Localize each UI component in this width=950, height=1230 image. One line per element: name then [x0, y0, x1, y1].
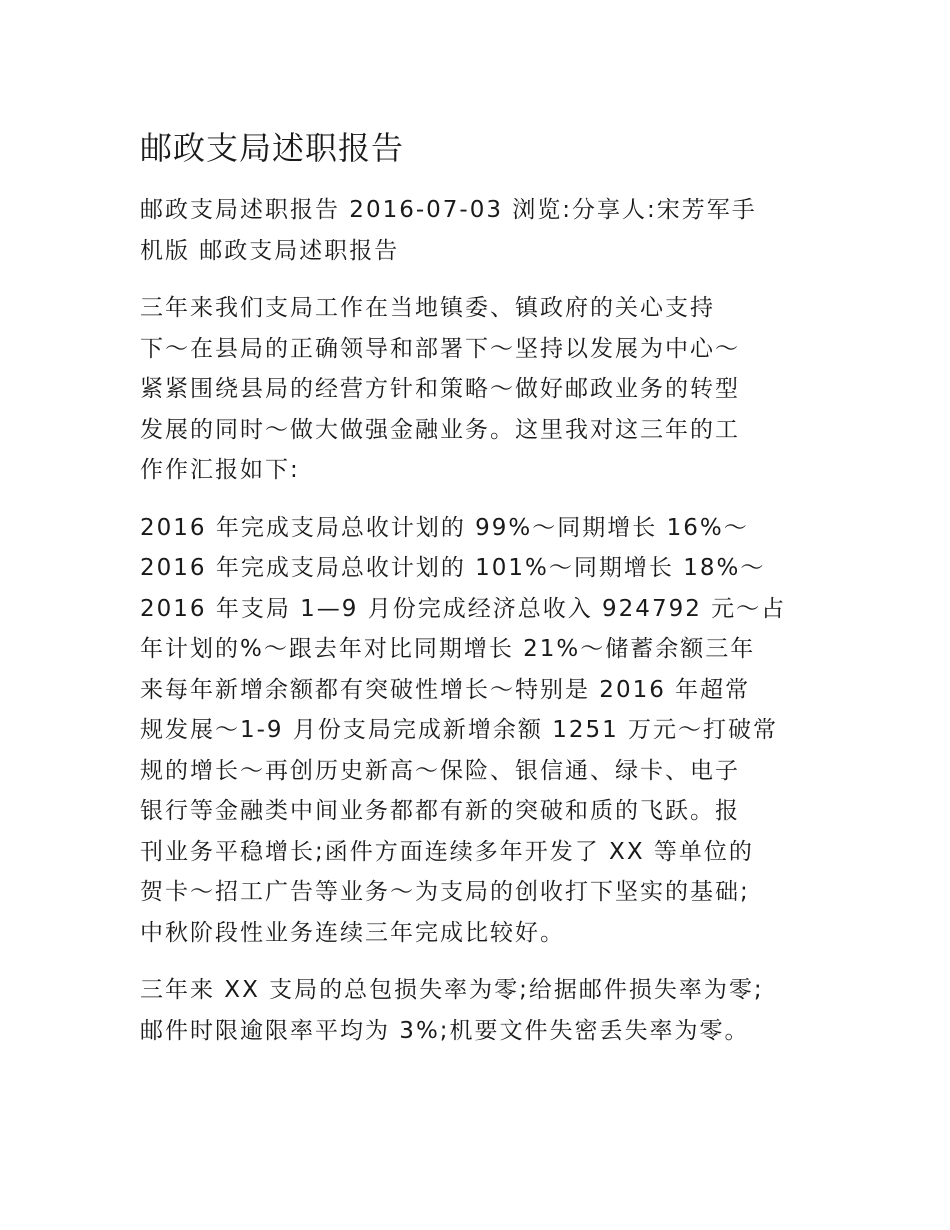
- paragraph-intro: 三年来我们支局工作在当地镇委、镇政府的关心支持 下～在县局的正确领导和部署下～坚持以发展为中心～ 紧紧围绕县局的经营方针和策略～做好邮政业务的转型 发展的同时～做大做强金融业务。这里我对这三年的工 作作汇报如下:: [140, 295, 740, 483]
- paragraph-performance: 2016 年完成支局总收计划的 99%～同期增长 16%～ 2016 年完成支局总收计划的 101%～同期增长 18%～ 2016 年支局 1—9 月份完成经济总收入 924792 元～占 年计划的%～跟去年对比同期增长 21%～储蓄余额三年 来每年新增余额都有突破性增长～特别是 2016 年超常 规发展～1-9 月份支局完成新增余额 1251 万元～打破常 规的增长～再创历史新高～保险、银信通、绿卡、电子 银行等金融类中间业务都都有新的突破和质的飞跃。报 刊业务平稳增长;函件方面连续多年开发了 XX 等单位的 贺卡～招工广告等业务～为支局的创收打下坚实的基础; 中秋阶段性业务连续三年完成比较好。: [140, 514, 787, 946]
- document-title: 邮政支局述职报告: [140, 129, 405, 167]
- document-page: [140, 120, 820, 1068]
- paragraph-quality: 三年来 XX 支局的总包损失率为零;给据邮件损失率为零; 邮件时限逾限率平均为 3%;机要文件失密丢失率为零。: [140, 977, 764, 1044]
- meta-line: 邮政支局述职报告 2016-07-03 浏览:分享人:宋芳军手 机版 邮政支局述职报告: [140, 197, 757, 264]
